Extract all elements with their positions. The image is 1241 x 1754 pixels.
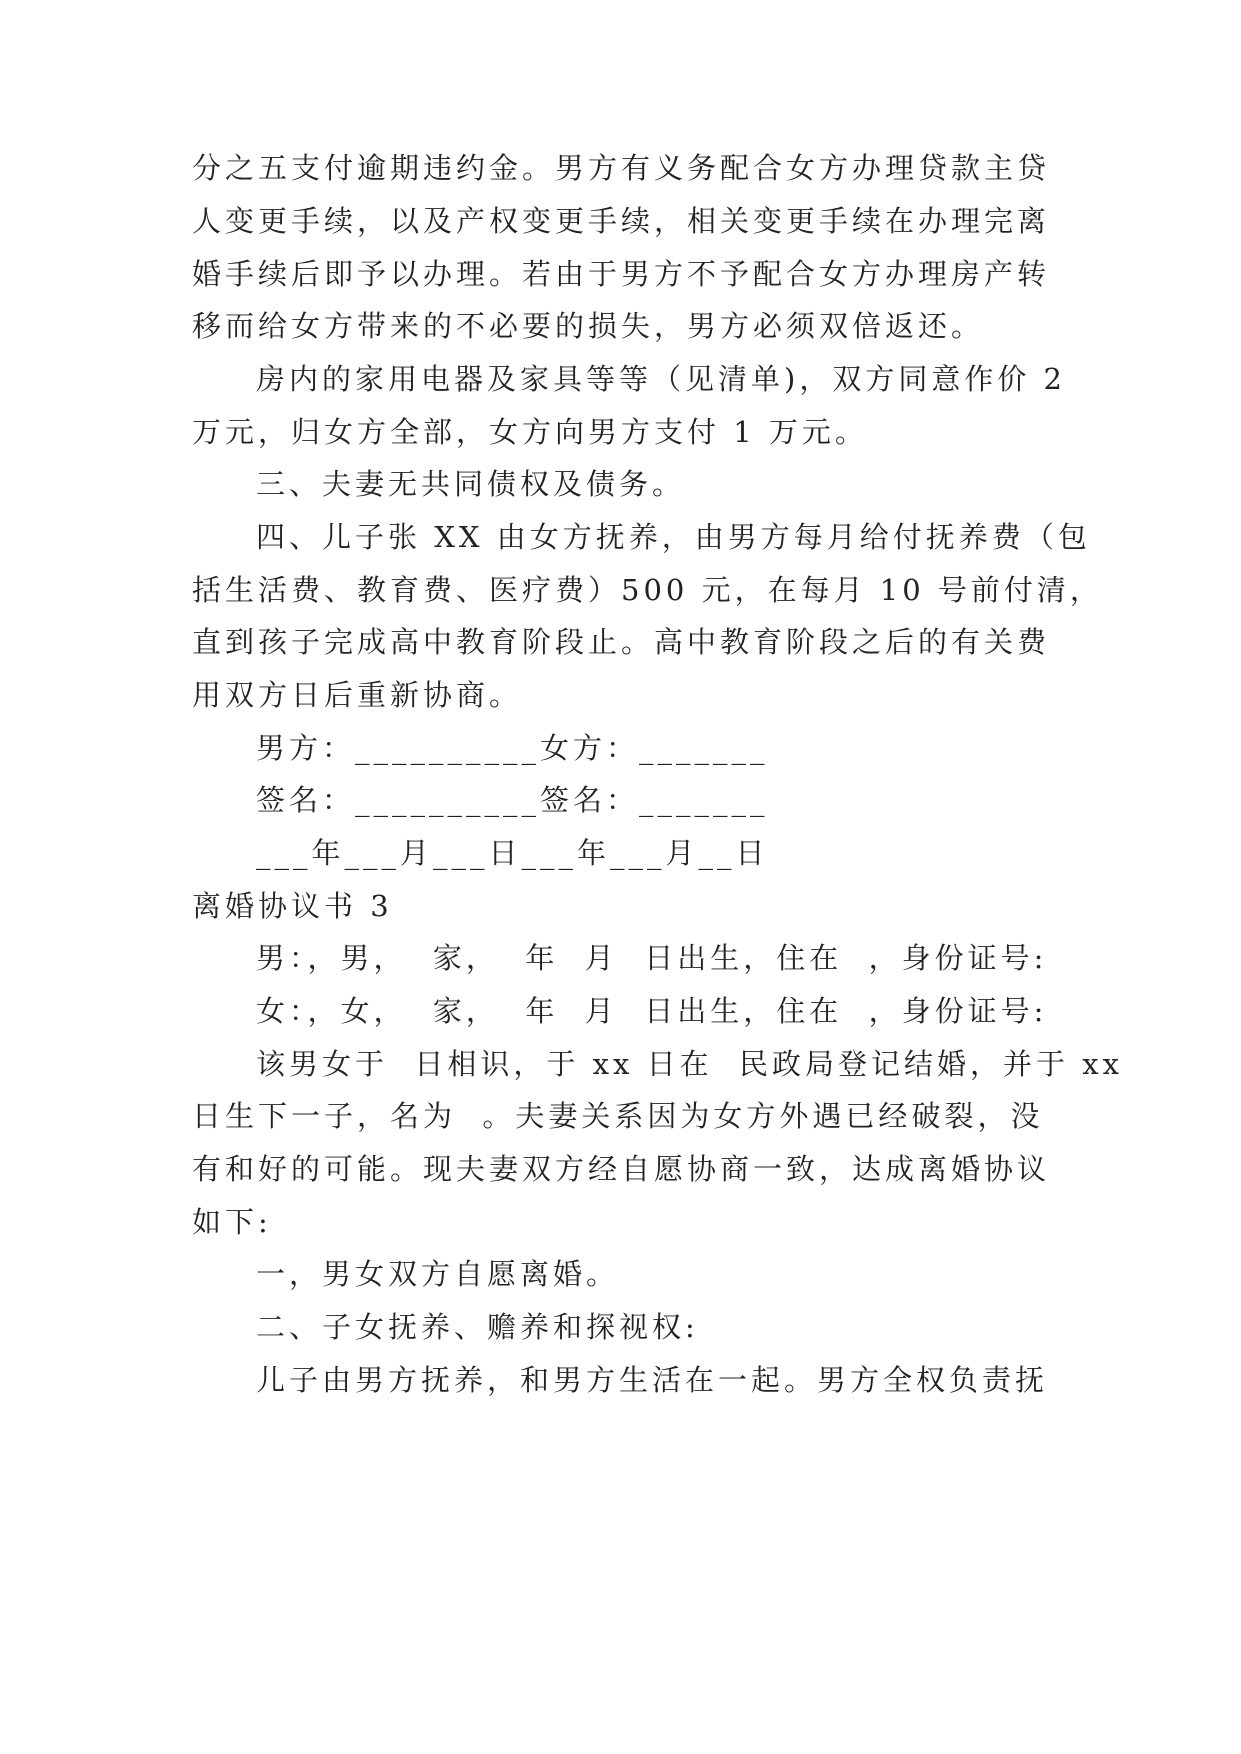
paragraph-line: 婚手续后即予以办理。若由于男方不予配合女方办理房产转	[192, 257, 1051, 291]
paragraph-line: 用双方日后重新协商。	[192, 678, 523, 712]
paragraph-line: 有和好的可能。现夫妻双方经自愿协商一致，达成离婚协议	[192, 1152, 1051, 1186]
paragraph-line: 直到孩子完成高中教育阶段止。高中教育阶段之后的有关费	[192, 625, 1051, 659]
paragraph-line: 移而给女方带来的不必要的损失，男方必须双倍返还。	[192, 309, 985, 343]
section-title: 离婚协议书 3	[192, 889, 393, 923]
signature-line-sign: 签名：__________签名：_______	[256, 783, 769, 817]
paragraph-line: 人变更手续，以及产权变更手续，相关变更手续在办理完离	[192, 204, 1051, 238]
paragraph-line: 日生下一子，名为 。夫妻关系因为女方外遇已经破裂，没	[192, 1099, 1044, 1133]
paragraph-line: 三、夫妻无共同债权及债务。	[256, 467, 686, 501]
signature-line-party: 男方：__________女方：_______	[256, 731, 769, 765]
paragraph-line: 儿子由男方抚养，和男方生活在一起。男方全权负责抚	[256, 1363, 1049, 1397]
paragraph-line: 万元，归女方全部，女方向男方支付 1 万元。	[192, 415, 868, 449]
paragraph-line: 男：，男， 家， 年 月 日出生，住在 ，身份证号:	[256, 941, 1048, 975]
paragraph-line: 如下:	[192, 1205, 272, 1239]
paragraph-line: 分之五支付逾期违约金。男方有义务配合女方办理贷款主贷	[192, 151, 1051, 185]
paragraph-line: 房内的家用电器及家具等等（见清单)，双方同意作价 2	[256, 362, 1066, 396]
paragraph-line: 括生活费、教育费、医疗费）500 元，在每月 10 号前付清，	[192, 573, 1103, 607]
signature-line-date: ___年___月___日___年___月__日	[256, 836, 769, 870]
paragraph-line: 该男女于 日相识，于 xx 日在 民政局登记结婚，并于 xx	[256, 1047, 1123, 1081]
paragraph-line: 四、儿子张 XX 由女方抚养，由男方每月给付抚养费（包	[256, 520, 1091, 554]
paragraph-line: 二、子女抚养、赡养和探视权:	[256, 1310, 699, 1344]
paragraph-line: 女：，女， 家， 年 月 日出生，住在 ，身份证号:	[256, 994, 1048, 1028]
paragraph-line: 一，男女双方自愿离婚。	[256, 1257, 620, 1291]
